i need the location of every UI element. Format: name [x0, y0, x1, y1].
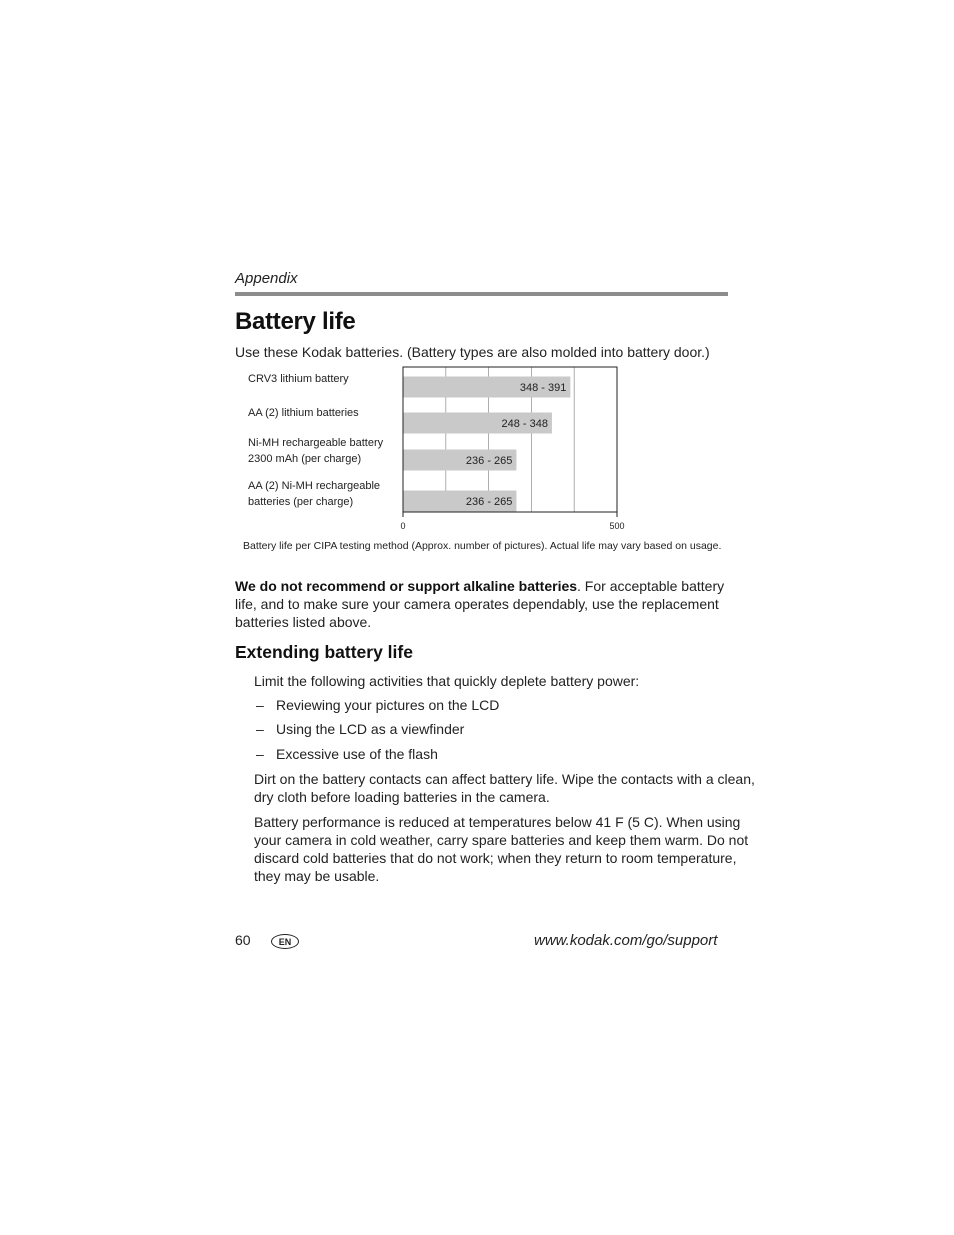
- alkaline-paragraph: We do not recommend or support alkaline batteries. For acceptable battery life, and to make sure your camera operates dependably, use the replacement batteries listed above.: [235, 578, 725, 630]
- language-badge: EN: [271, 934, 299, 949]
- chart-tick-label: 500: [609, 521, 625, 531]
- chart-category-label-3: Ni-MH rechargeable battery 2300 mAh (per charge): [248, 437, 384, 465]
- chart-footnote: Battery life per CIPA testing method (Approx. number of pictures). Actual life may vary based on usage.: [243, 540, 722, 552]
- battery-life-chart: [395, 360, 630, 536]
- chart-category-label-2: AA (2) lithium batteries: [248, 407, 359, 419]
- list-item: – Excessive use of the flash: [256, 746, 438, 762]
- dirt-paragraph: Dirt on the battery contacts can affect battery life. Wipe the contacts with a clean, dry cloth before loading batteries in the camera.: [254, 771, 755, 805]
- list-item: – Reviewing your pictures on the LCD: [256, 697, 500, 713]
- section-label: Appendix: [235, 270, 298, 287]
- chart-value-label-4: 236 - 265: [465, 496, 513, 508]
- list-item: – Using the LCD as a viewfinder: [256, 721, 465, 737]
- support-website-link[interactable]: www.kodak.com/go/support: [534, 932, 718, 949]
- header-rule: [235, 292, 728, 296]
- chart-category-label-1: CRV3 lithium battery: [248, 373, 349, 385]
- page-title: Battery life: [235, 308, 356, 335]
- page-number: 60: [235, 932, 251, 948]
- extending-lead: Limit the following activities that quickly deplete battery power:: [254, 673, 640, 689]
- intro-text: Use these Kodak batteries. (Battery types are also molded into battery door.): [235, 344, 710, 360]
- chart-tick-label: 0: [400, 521, 406, 531]
- chart-category-label-4: AA (2) Ni-MH rechargeable batteries (per charge): [248, 480, 381, 508]
- chart-value-label-3: 236 - 265: [465, 455, 513, 467]
- temperature-paragraph: Battery performance is reduced at temperatures below 41 F (5 C). When using your camera in cold weather, carry spare batteries and keep them warm. Do not discard cold batteries that do not work; when they return to room temperature, they may be usable.: [254, 814, 749, 884]
- chart-value-label-2: 248 - 348: [501, 418, 548, 430]
- alkaline-warning: We do not recommend or support alkaline batteries: [235, 578, 578, 594]
- chart-value-label-1: 348 - 391: [519, 382, 567, 394]
- extending-heading: Extending battery life: [235, 642, 413, 662]
